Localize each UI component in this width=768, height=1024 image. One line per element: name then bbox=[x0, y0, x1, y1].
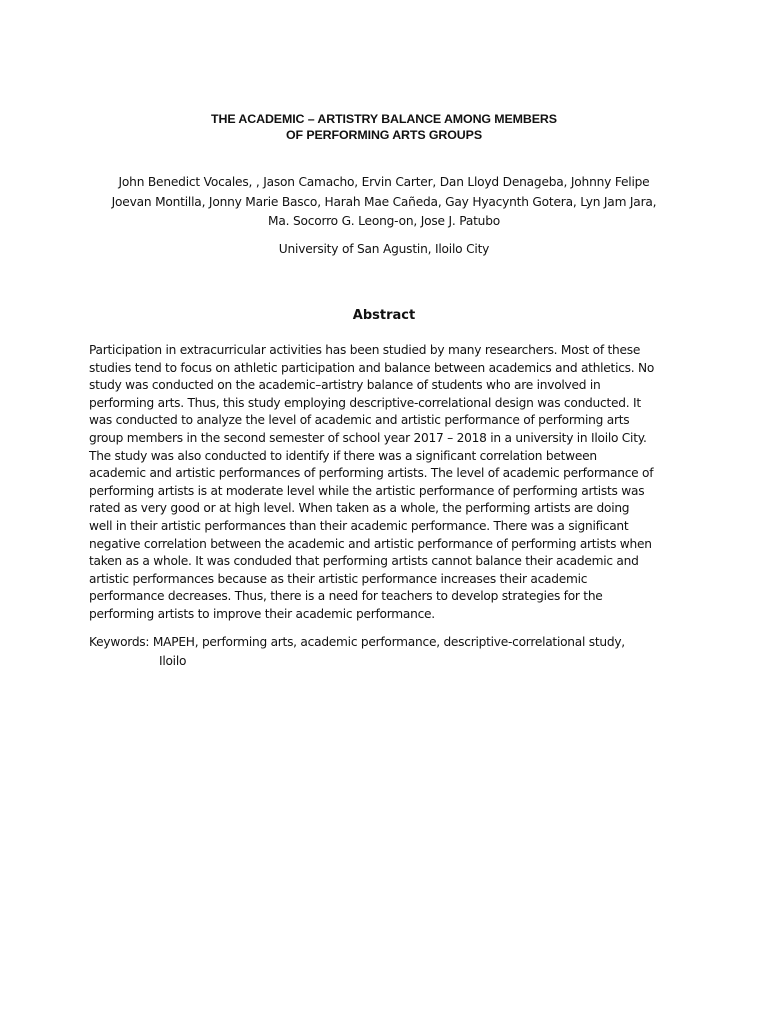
keywords bbox=[89, 633, 689, 671]
paper-title bbox=[0, 111, 768, 143]
abstract-line: academic and artistic performances of performing artists. The level of academic performance of bbox=[89, 466, 654, 481]
abstract-line: performing arts. Thus, this study employing descriptive-correlational design was conducted. It bbox=[89, 395, 641, 410]
abstract-line: negative correlation between the academic and artistic performance of performing artists when bbox=[89, 536, 652, 551]
abstract-line: taken as a whole. It was conduded that performing artists cannot balance their academic and bbox=[89, 554, 639, 569]
abstract-line: performing artists is at moderate level while the artistic performance of performing artists was bbox=[89, 483, 645, 498]
author-line-3: Ma. Socorro G. Leong-on, Jose J. Patubo bbox=[268, 214, 500, 228]
abstract-line: The study was also conducted to identify if there was a significant correlation between bbox=[89, 448, 597, 463]
abstract-line: Participation in extracurricular activities has been studied by many researchers. Most of these bbox=[89, 343, 641, 357]
title-line-2: OF PERFORMING ARTS GROUPS bbox=[286, 128, 482, 142]
abstract-line: performance decreases. Thus, there is a need for teachers to develop strategies for the bbox=[89, 589, 603, 604]
abstract-line: artistic performances because as their artistic performance increases their academic bbox=[89, 571, 588, 586]
abstract-line: rated as very good or at high level. When taken as a whole, the performing artists are doing bbox=[89, 501, 630, 516]
keywords-line-1: Keywords: MAPEH, performing arts, academic performance, descriptive-correlational study, bbox=[89, 635, 625, 649]
author-line-2: Joevan Montilla, Jonny Marie Basco, Harah Mae Cañeda, Gay Hyacynth Gotera, Lyn Jam Jara, bbox=[111, 194, 657, 209]
abstract-line: was conducted to analyze the level of academic and artistic performance of performing arts bbox=[89, 413, 630, 428]
title-line-1: THE ACADEMIC – ARTISTRY BALANCE AMONG MEMBERS bbox=[211, 112, 557, 126]
keywords-line-2: Iloilo bbox=[159, 654, 187, 668]
author-list bbox=[0, 173, 768, 232]
abstract-line: performing artists to improve their academic performance. bbox=[89, 606, 435, 621]
abstract-line: study was conducted on the academic–artistry balance of students who are involved in bbox=[89, 378, 601, 393]
abstract-body bbox=[89, 342, 689, 624]
abstract-line: group members in the second semester of school year 2017 – 2018 in a university in Iloilo City. bbox=[89, 430, 647, 445]
author-line-1: John Benedict Vocales, , Jason Camacho, Ervin Carter, Dan Lloyd Denageba, Johnny Felipe bbox=[118, 175, 650, 189]
abstract-line: well in their artistic performances than their academic performance. There was a significant bbox=[89, 518, 629, 533]
affiliation: University of San Agustin, Iloilo City bbox=[278, 242, 490, 256]
abstract-heading: Abstract bbox=[352, 308, 416, 323]
abstract-line: studies tend to focus on athletic participation and balance between academics and athletics. No bbox=[89, 360, 655, 375]
